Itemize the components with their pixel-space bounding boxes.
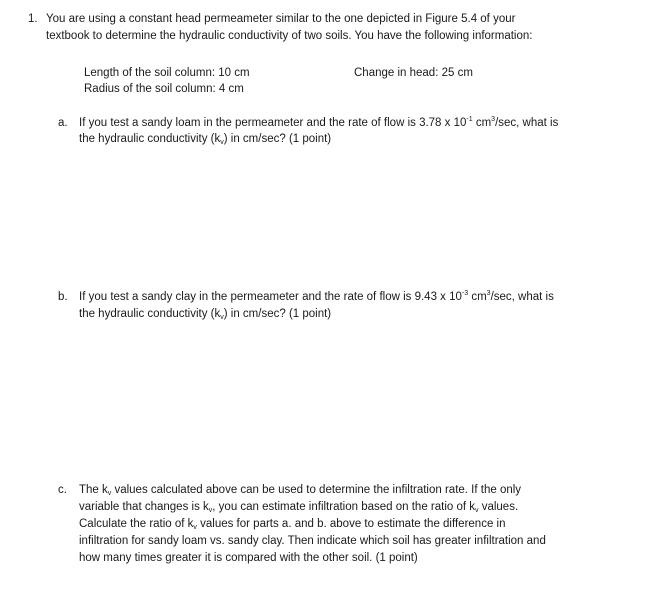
part-c-l3-sub: v — [193, 524, 197, 531]
part-c-l2-mid: , you can estimate infiltration based on the ratio of k — [212, 501, 476, 513]
part-a-line-1 — [79, 115, 558, 132]
part-c-line-3 — [79, 516, 505, 533]
part-c-l2-sub: v — [208, 507, 213, 514]
part-a-unit-exponent: 3 — [491, 116, 496, 123]
part-a-line-2-pre: the hydraulic conductivity (k — [79, 133, 221, 145]
part-c-l3-post: values for parts a. and b. above to estimate the difference in — [196, 518, 506, 530]
part-a-line-2 — [79, 131, 331, 148]
part-b-text: If you test a sandy clay in the permeameter and the rate of flow is 9.43 x 10 — [79, 291, 462, 303]
part-c-line-4: infiltration for sandy loam vs. sandy clay. Then indicate which soil has greater infiltration and — [79, 535, 546, 547]
part-c-line-5: how many times greater it is compared with the other soil. (1 point) — [79, 552, 418, 564]
part-a-label: a. — [58, 117, 68, 129]
given-head: Change in head: 25 cm — [354, 67, 473, 79]
part-a-text-end: /sec, what is — [495, 117, 559, 129]
part-b-unit: cm — [468, 291, 487, 303]
part-b-line-1 — [79, 289, 554, 306]
part-b-exponent: -3 — [461, 290, 469, 297]
question-intro-line-1: You are using a constant head permeameter similar to the one depicted in Figure 5.4 of your — [46, 13, 516, 25]
part-c-l2-sub2: v — [475, 507, 479, 514]
part-b-text-end: /sec, what is — [490, 291, 554, 303]
part-b-line-2 — [79, 306, 331, 323]
part-a-text: If you test a sandy loam in the permeameter and the rate of flow is 3.78 x 10 — [79, 117, 467, 129]
part-a-unit: cm — [472, 117, 492, 129]
part-b-line-2-pre: the hydraulic conductivity (k — [79, 308, 221, 320]
question-number: 1. — [28, 13, 38, 25]
part-c-l2-post: values. — [478, 501, 519, 513]
part-c-l3-pre: Calculate the ratio of k — [79, 518, 194, 530]
part-b-kv-subscript: v — [220, 314, 224, 321]
part-c-line-1 — [79, 482, 521, 499]
part-c-l1-sub: v — [107, 490, 112, 497]
part-c-l1-pre: The k — [79, 484, 108, 496]
part-a-exponent: -1 — [466, 116, 473, 123]
part-b-line-2-post: ) in cm/sec? (1 point) — [223, 308, 332, 320]
part-b-label: b. — [58, 291, 68, 303]
part-a-line-2-post: ) in cm/sec? (1 point) — [223, 133, 332, 145]
part-c-label: c. — [58, 484, 67, 496]
part-c-l1-post: values calculated above can be used to determine the infiltration rate. If the only — [111, 484, 522, 496]
given-length: Length of the soil column: 10 cm — [84, 67, 250, 79]
given-radius: Radius of the soil column: 4 cm — [84, 83, 244, 95]
part-c-l2-pre: variable that changes is k — [79, 501, 209, 513]
question-intro-line-2: textbook to determine the hydraulic conductivity of two soils. You have the following information: — [46, 30, 533, 42]
part-c-line-2 — [79, 499, 518, 516]
part-a-kv-subscript: v — [220, 139, 224, 146]
part-b-unit-exponent: 3 — [486, 290, 491, 297]
